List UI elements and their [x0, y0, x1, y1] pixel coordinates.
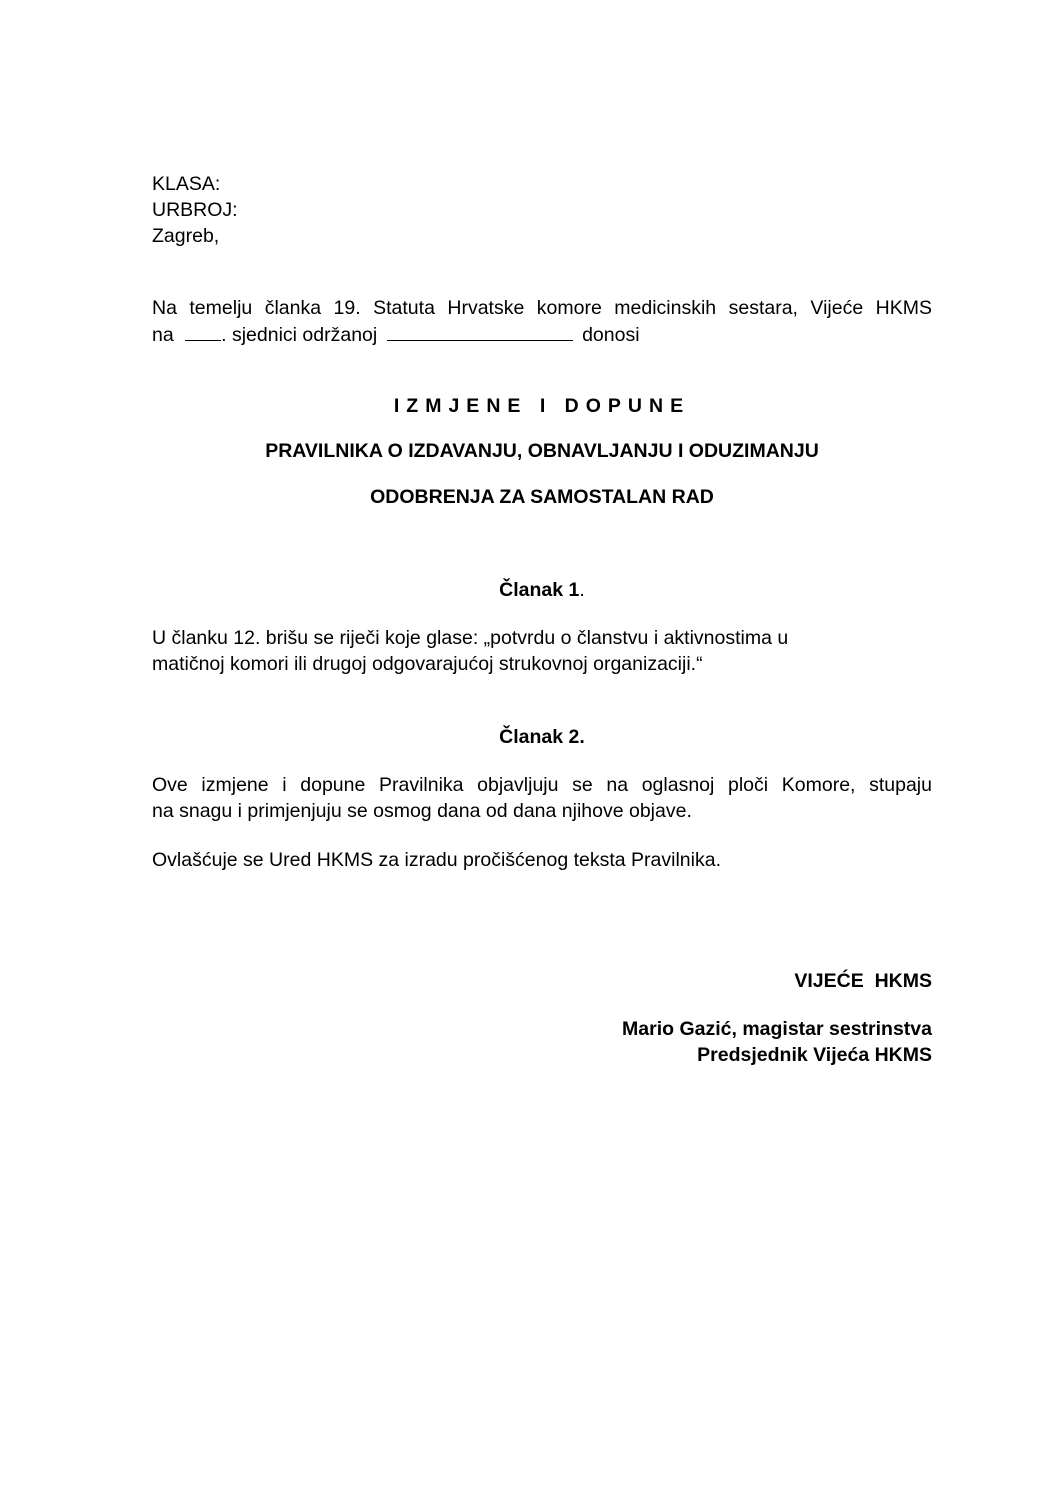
preamble-line-2	[152, 322, 640, 347]
signature-body: VIJEĆE HKMS	[794, 970, 932, 992]
article-2-line-2: na snagu i primjenjuju se osmog dana od dana njihove objave.	[152, 800, 692, 822]
session-number-blank	[185, 322, 221, 341]
article-2-line-1: Ove izmjene i dopune Pravilnika objavljuju se na oglasnoj ploči Komore, stupaju	[152, 774, 932, 796]
preamble-donosi: donosi	[582, 324, 640, 346]
article-1-line-2: matičnoj komori ili drugoj odgovarajućoj strukovnoj organizaciji.“	[152, 653, 703, 675]
signature-name: Mario Gazić, magistar sestrinstva	[622, 1018, 932, 1040]
article-1-heading-dot: .	[579, 579, 585, 601]
document-subtitle-1: PRAVILNIKA O IZDAVANJU, OBNAVLJANJU I ODUZIMANJU	[265, 440, 819, 462]
article-1-line-1: U članku 12. brišu se riječi koje glase: „potvrdu o članstvu i aktivnostima u	[152, 627, 789, 649]
article-1-heading-text: Članak 1	[499, 579, 580, 601]
place-label: Zagreb,	[152, 225, 220, 247]
document-subtitle-2: ODOBRENJA ZA SAMOSTALAN RAD	[370, 486, 714, 508]
preamble-na: na	[152, 324, 174, 346]
article-2-line-3: Ovlašćuje se Ured HKMS za izradu pročišćenog teksta Pravilnika.	[152, 849, 721, 871]
article-1-heading	[152, 578, 932, 602]
document-title: IZMJENE I DOPUNE	[393, 395, 691, 417]
article-2-heading: Članak 2.	[499, 726, 585, 748]
signature-role: Predsjednik Vijeća HKMS	[697, 1044, 932, 1066]
preamble-line-1: Na temelju članka 19. Statuta Hrvatske komore medicinskih sestara, Vijeće HKMS	[152, 297, 932, 319]
klasa-label: KLASA:	[152, 173, 221, 195]
preamble-session: . sjednici održanoj	[221, 324, 378, 346]
urbroj-label: URBROJ:	[152, 199, 238, 221]
session-date-blank	[387, 322, 573, 341]
